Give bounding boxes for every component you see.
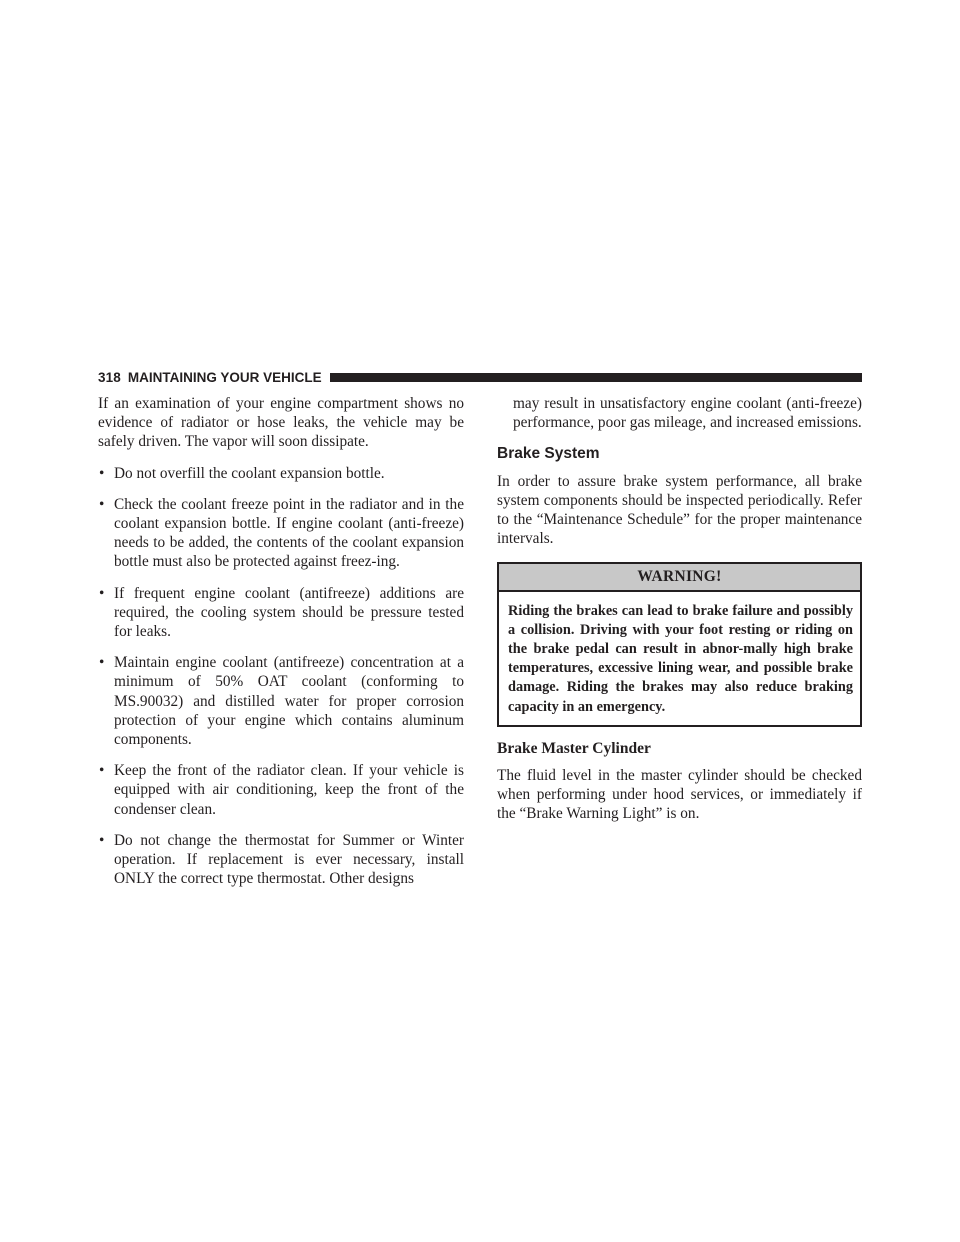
bullet-icon: • (99, 495, 105, 513)
brake-system-paragraph: In order to assure brake system performance, all brake system components should be inspected periodically. Refer to the “Maintenance Schedule” for the proper maintenance intervals. (497, 472, 862, 548)
list-item (98, 653, 464, 749)
bullet-icon: • (99, 584, 105, 602)
bullet-icon: • (99, 762, 105, 780)
list-item (98, 761, 464, 819)
list-item (98, 464, 464, 483)
warning-title: WARNING! (499, 564, 860, 591)
intro-paragraph: If an examination of your engine compartment shows no evidence of radiator or hose leaks, the vehicle may be safely driven. The vapor will soon dissipate. (98, 395, 464, 451)
chapter-title: MAINTAINING YOUR VEHICLE (127, 369, 322, 385)
page-number: 318 (98, 369, 121, 385)
list-item (98, 831, 464, 889)
list-item-text: Maintain engine coolant (antifreeze) concentration at a minimum of 50% OAT coolant (conforming to MS.90032) and distilled water for proper corrosion protection of your engine which contains aluminum components. (114, 654, 464, 749)
bullet-icon: • (99, 654, 105, 672)
left-column (98, 394, 464, 900)
right-column (497, 394, 862, 836)
bullet-icon: • (99, 831, 105, 849)
subheading-brake-master-cylinder: Brake Master Cylinder (497, 739, 651, 757)
list-item-text: Check the coolant freeze point in the radiator and in the coolant expansion bottle. If engine coolant (anti-freeze) needs to be added, the contents of the coolant expansion bottle must also be protected against freez-ing. (114, 495, 464, 571)
warning-text: Riding the brakes can lead to brake failure and possibly a collision. Driving with your foot resting or riding on the brake pedal can result in abnor-mally high brake temperatures, excessive lining wear, and possible brake damage. Riding the brakes may also reduce braking capacity in an emergency. (508, 602, 853, 715)
list-item-text: Do not change the thermostat for Summer or Winter operation. If replacement is ever necessary, install ONLY the correct type thermostat. Other designs (114, 831, 464, 888)
warning-box (497, 562, 862, 726)
coolant-bullet-list (98, 464, 464, 889)
list-item-text: Do not overfill the coolant expansion bottle. (114, 464, 385, 482)
list-item (98, 584, 464, 642)
section-heading-brake-system: Brake System (497, 445, 600, 463)
bullet-icon: • (99, 464, 105, 482)
list-item (98, 495, 464, 572)
list-item-text: Keep the front of the radiator clean. If your vehicle is equipped with air conditioning, keep the front of the condenser clean. (114, 762, 464, 818)
brake-master-cylinder-paragraph: The fluid level in the master cylinder should be checked when performing under hood services, or immediately if the “Brake Warning Light” is on. (497, 767, 862, 823)
list-item-text: If frequent engine coolant (antifreeze) additions are required, the cooling system should be pressure tested for leaks. (114, 584, 464, 641)
running-header (98, 368, 862, 386)
header-rule (330, 373, 862, 382)
bullet-continuation: may result in unsatisfactory engine coolant (anti-freeze) performance, poor gas mileage, and increased emissions. (513, 395, 862, 432)
